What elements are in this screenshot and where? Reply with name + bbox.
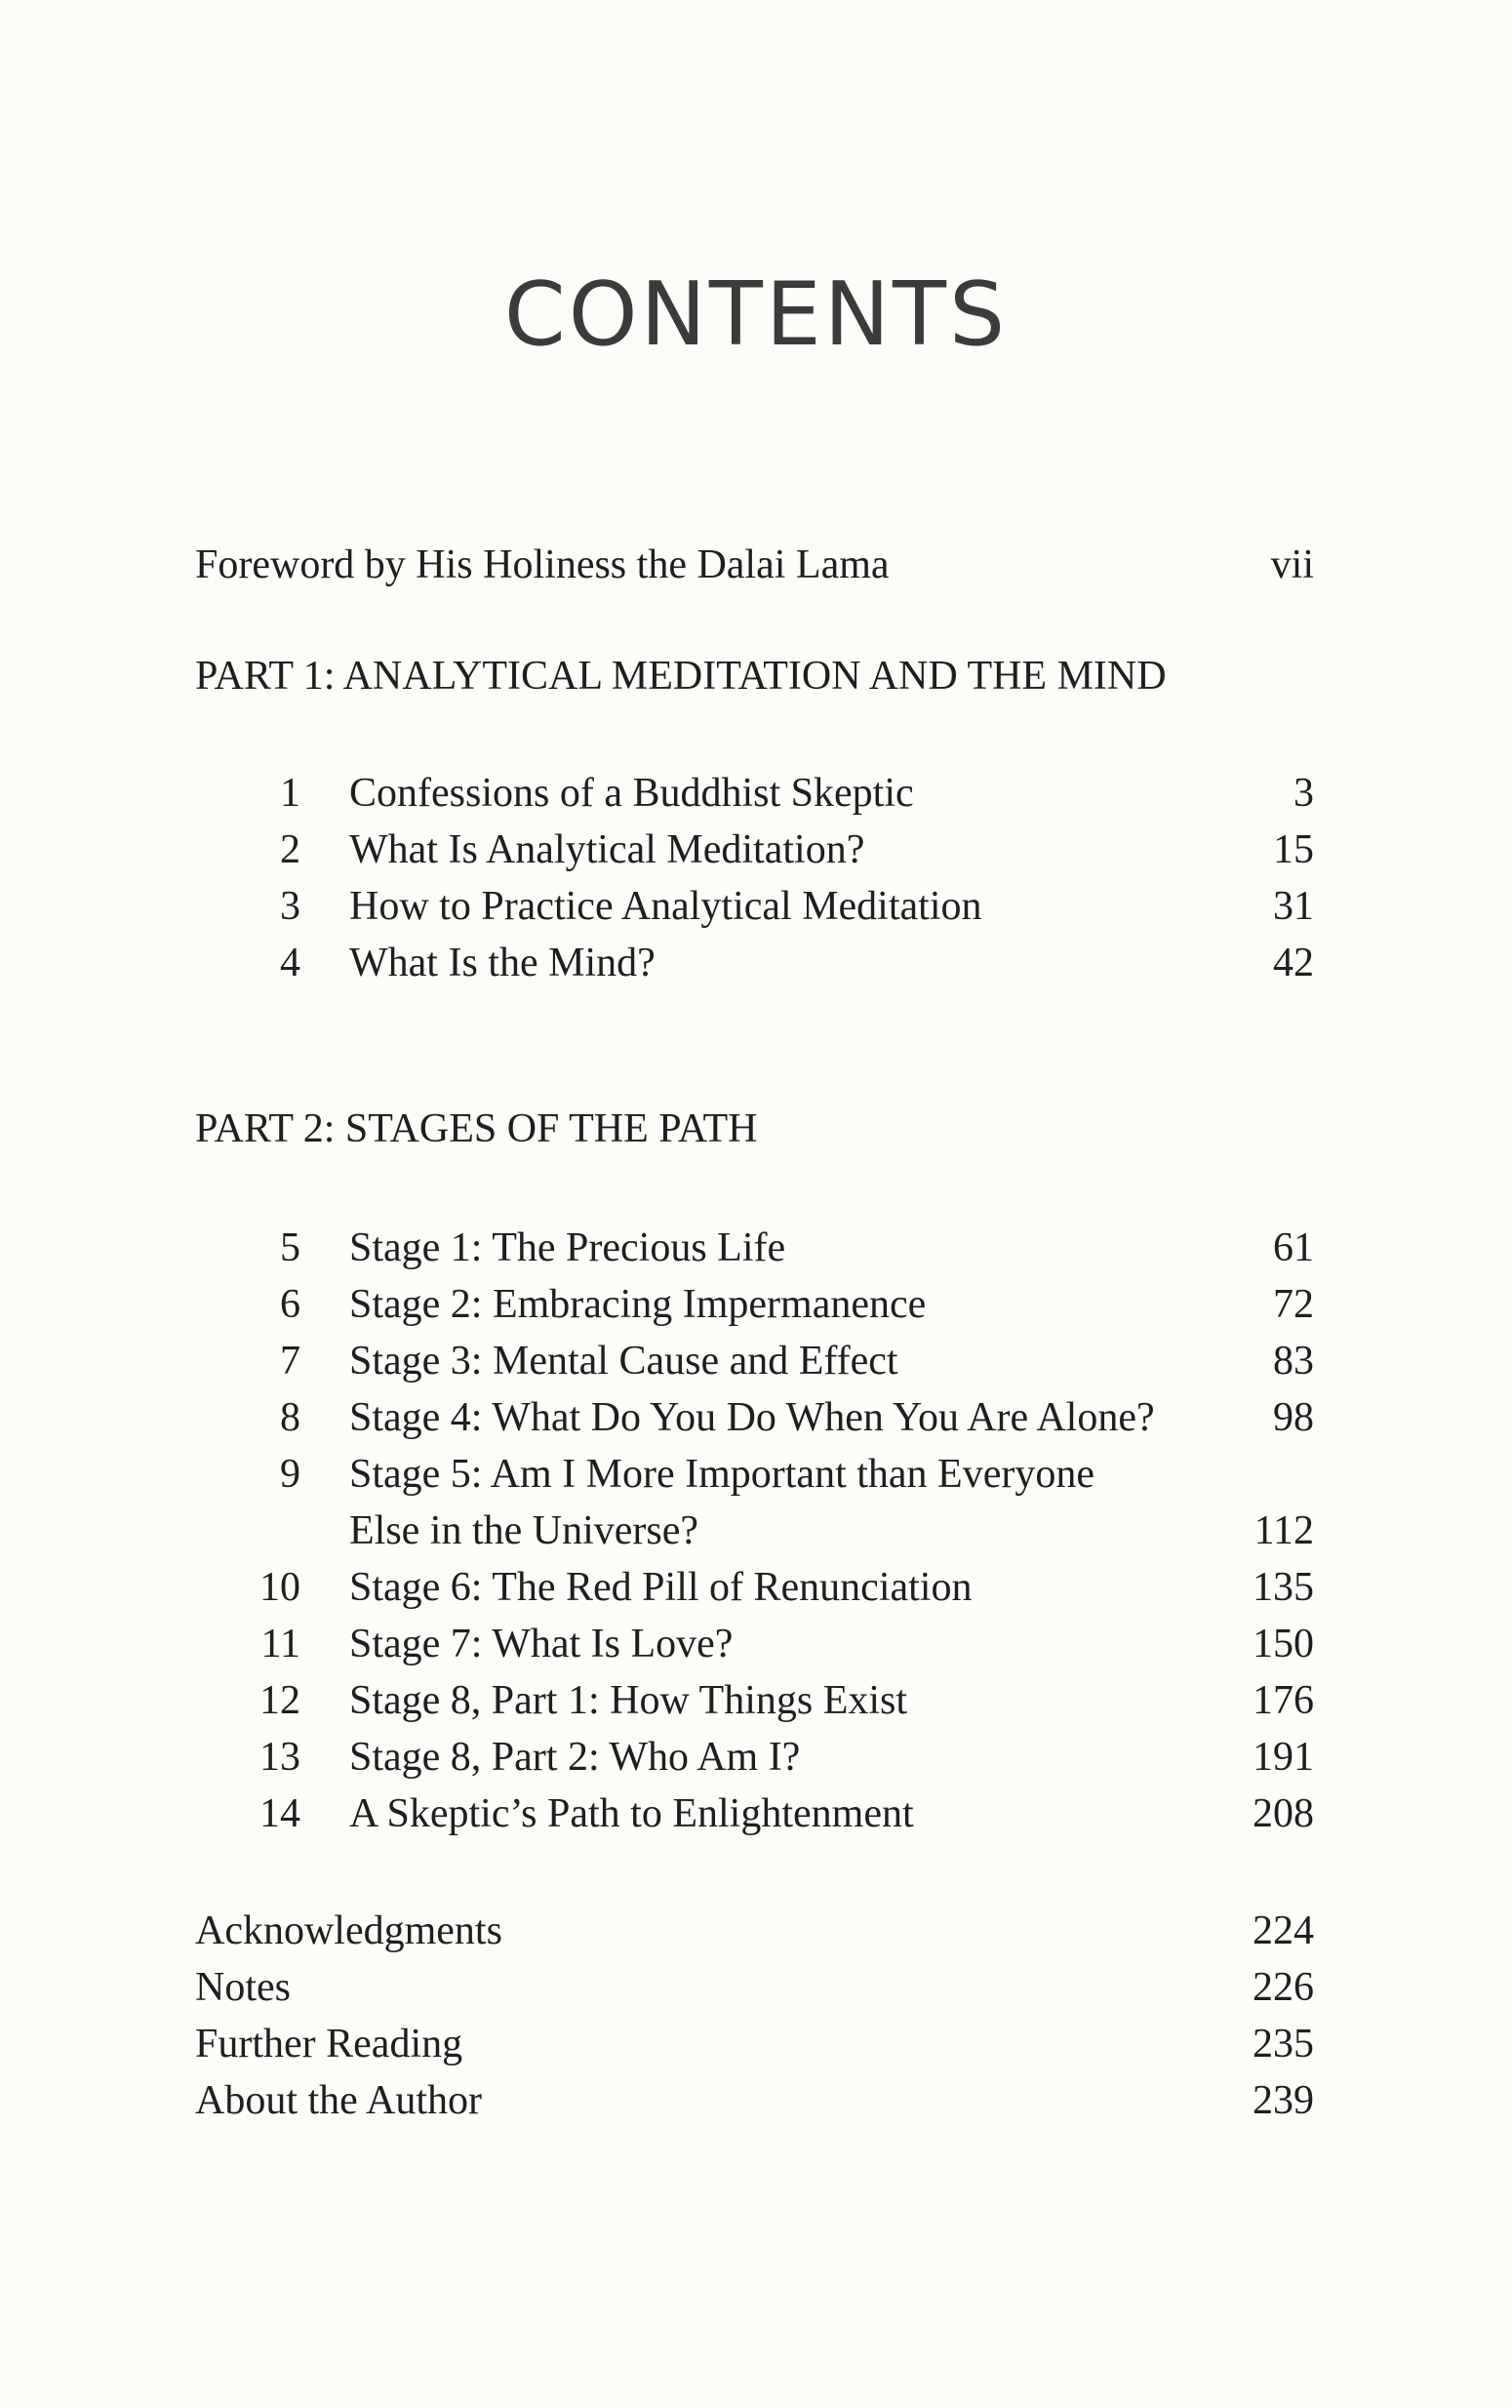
chapter-title: Stage 4: What Do You Do When You Are Alone? [349,1395,1155,1440]
chapter-title: What Is Analytical Meditation? [349,827,865,872]
entry-page-number: 224 [1253,1908,1314,1953]
toc-entry-chapter-7 [195,1333,1314,1389]
chapter-title: How to Practice Analytical Meditation [349,884,982,929]
chapter-page-number: 208 [1253,1791,1314,1836]
toc-entry-chapter-1 [195,765,1314,822]
toc-entry-chapter-14 [195,1786,1314,1842]
chapter-title: Stage 8, Part 2: Who Am I? [349,1735,801,1780]
chapter-title: Stage 8, Part 1: How Things Exist [349,1678,908,1723]
chapter-page-number: 98 [1273,1395,1314,1440]
chapter-title-continued: Else in the Universe? [349,1508,699,1553]
toc-entry-notes [195,1959,1314,2016]
chapter-number: 2 [280,827,300,872]
chapter-title: Stage 7: What Is Love? [349,1622,734,1666]
chapter-number: 1 [280,771,300,816]
chapter-page-number: 83 [1273,1339,1314,1384]
chapter-number: 3 [280,884,300,929]
chapter-title: What Is the Mind? [349,941,656,985]
chapter-number: 5 [280,1225,300,1270]
chapter-page-number: 112 [1253,1508,1314,1553]
chapter-number: 9 [280,1452,300,1497]
toc-entry-chapter-8 [195,1389,1314,1446]
chapter-page-number: 15 [1273,827,1314,872]
toc-entry-further-reading [195,2016,1314,2072]
toc-entry-chapter-2 [195,822,1314,878]
chapter-page-number: 135 [1253,1565,1314,1610]
chapter-number: 13 [259,1735,300,1780]
chapter-number: 4 [280,941,300,985]
toc-entry-chapter-4 [195,935,1314,991]
toc-entry-chapter-5 [195,1220,1314,1276]
chapter-page-number: 150 [1253,1622,1314,1666]
toc-entry-acknowledgments [195,1903,1314,1959]
page-title: CONTENTS [503,263,1009,366]
toc-entry-chapter-13 [195,1729,1314,1786]
entry-label: About the Author [195,2078,482,2123]
entry-page-number: vii [1270,542,1314,587]
entry-label: Further Reading [195,2022,463,2067]
chapter-title: Stage 2: Embracing Impermanence [349,1282,927,1327]
toc-entry-chapter-10 [195,1559,1314,1616]
part-2-heading: PART 2: STAGES OF THE PATH [195,1106,758,1151]
chapter-number: 7 [280,1339,300,1384]
chapter-number: 11 [260,1622,300,1666]
chapter-number: 8 [280,1395,300,1440]
chapter-title: A Skeptic’s Path to Enlightenment [349,1791,914,1836]
part-1-heading: PART 1: ANALYTICAL MEDITATION AND THE MIND [195,654,1167,699]
chapter-title: Stage 6: The Red Pill of Renunciation [349,1565,973,1610]
chapter-title: Stage 3: Mental Cause and Effect [349,1339,898,1384]
toc-entry-chapter-3 [195,878,1314,935]
foreword-entry [195,537,1314,593]
chapter-number: 10 [259,1565,300,1610]
chapter-page-number: 31 [1273,884,1314,929]
entry-page-number: 239 [1253,2078,1314,2123]
chapter-title: Confessions of a Buddhist Skeptic [349,771,914,816]
toc-entry-chapter-12 [195,1672,1314,1729]
entry-page-number: 226 [1253,1965,1314,2010]
chapter-page-number: 176 [1253,1678,1314,1723]
entry-label: Notes [195,1965,291,2010]
chapter-page-number: 72 [1273,1282,1314,1327]
toc-entry-chapter-9-continued [195,1503,1314,1559]
chapter-title: Stage 1: The Precious Life [349,1225,786,1270]
chapter-page-number: 42 [1273,941,1314,985]
chapter-number: 6 [280,1282,300,1327]
entry-page-number: 235 [1253,2022,1314,2067]
toc-entry-chapter-6 [195,1276,1314,1333]
entry-label: Acknowledgments [195,1908,502,1953]
chapter-number: 14 [259,1791,300,1836]
chapter-number: 12 [259,1678,300,1723]
toc-entry-chapter-11 [195,1616,1314,1672]
chapter-title: Stage 5: Am I More Important than Everyone [349,1452,1094,1497]
entry-label: Foreword by His Holiness the Dalai Lama [195,542,890,587]
chapter-page-number: 191 [1253,1735,1314,1780]
toc-entry-chapter-9 [195,1446,1314,1503]
chapter-page-number: 61 [1273,1225,1314,1270]
chapter-page-number: 3 [1293,771,1314,816]
toc-entry-about-the-author [195,2072,1314,2129]
